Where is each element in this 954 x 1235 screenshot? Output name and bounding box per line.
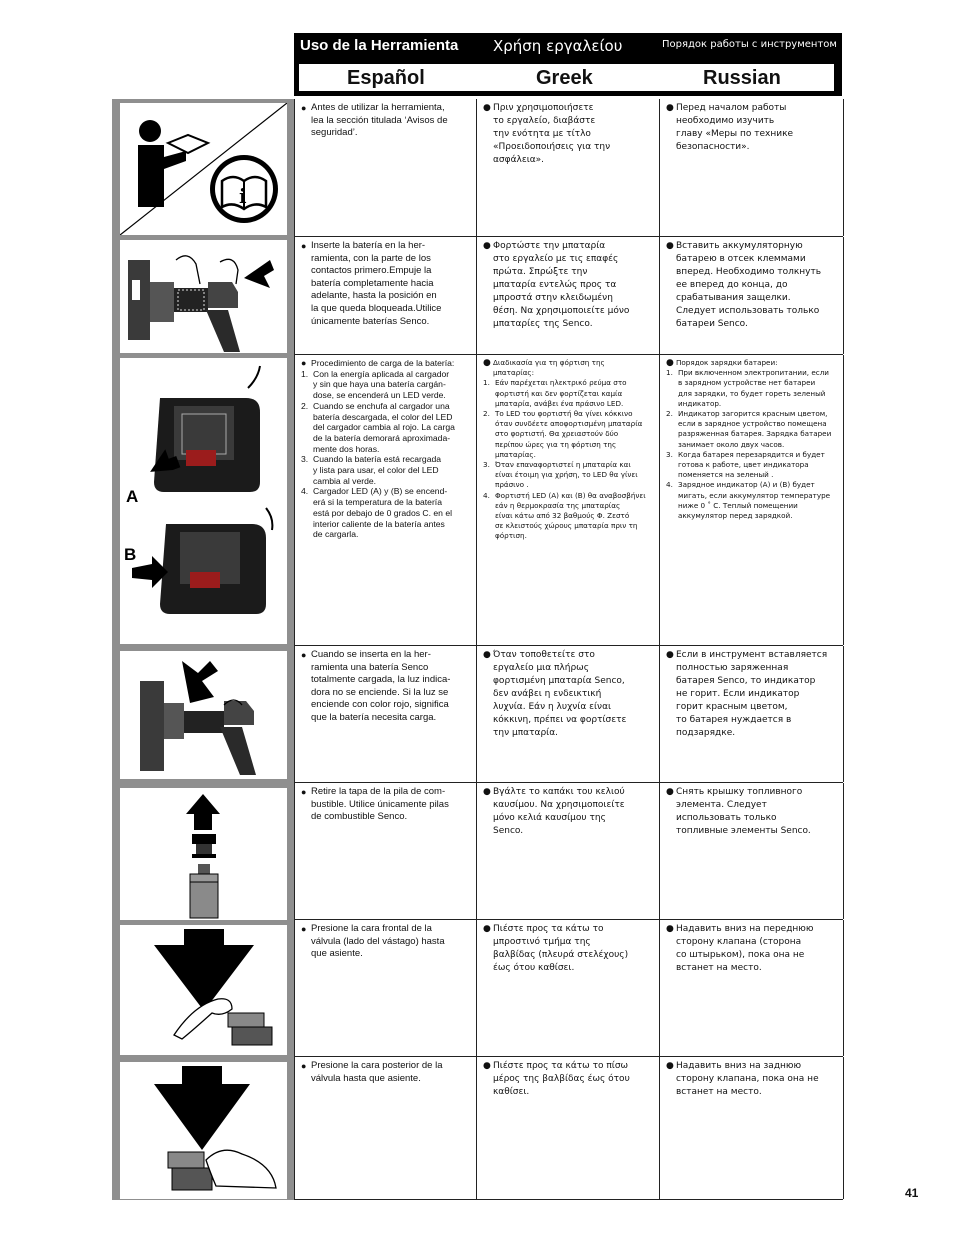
text-russian: Если в инструмент вставляется полностью заряженная батарея Senco, то индикатор не горит. Если индикатор горит красным цветом, то батарея нуждается в подзарядке.	[676, 650, 828, 738]
cell-russian: ● Вставить аккумуляторную батарею в отсек клеммами вперед. Необходимо толкнуть ее вперед до конца, до срабатывания защелки. Следует использовать только батареи Senco.	[660, 237, 844, 354]
title-spanish: Uso de la Herramienta	[300, 37, 459, 54]
battery-indicator-illustration	[120, 651, 287, 779]
title-greek: Χρήση εργαλείου	[493, 37, 623, 55]
press-down-arrow-icon	[120, 925, 287, 1055]
cell-spanish: ● Cuando se inserta en la her- ramienta una batería Senco totalmente cargada, la luz indica- dora no se enciende. Si la luz se enciende con color rojo, significa que la batería necesita carga.	[295, 646, 477, 782]
cell-russian: ● Снять крышку топливного элемента. Следует использовать только топливные элементы Senco.	[660, 783, 844, 919]
title-russian: Порядок работы с инструментом	[662, 39, 837, 50]
cell-greek: ● Διαδικασία για τη φόρτιση της μπαταρίας: 1. Εάν παρέχεται ηλεκτρικό ρεύμα στο φορτιστή και δεν φορτίζεται καμία μπαταρία, ανάβει ένα πράσινο LED. 2. Το LED του φορτιστή θα γίνει κόκκινο όταν συνδέετε αποφορτισμένη μπαταρία στο φορτιστή. Θα χρειαστούν δύο περίπου ώρες για τη φόρτιση της μπαταρίας. 3. Όταν επαναφορτιστεί η μπαταρία και είναι έτοιμη για χρήση, το LED θα γίνει πράσινο . 4. Φορτιστή LED (A) και (B) θα αναβοσβήνει εάν η θερμοκρασία της μπαταρίας είναι κάτω από 32 βαθμούς Φ. Ζεστό σε κλειστούς χώρους μπαταρία πριν τη φόρτιση.	[477, 355, 660, 645]
read-manual-illustration	[120, 103, 287, 235]
cell-spanish: ● Presione la cara posterior de la válvula hasta que asiente.	[295, 1057, 477, 1199]
cell-spanish: ● Retire la tapa de la pila de com- bustible. Utilice únicamente pilas de combustible Senco.	[295, 783, 477, 919]
fuel-cell-illustration	[120, 788, 287, 920]
steps-list	[666, 368, 840, 521]
language-russian: Russian	[703, 67, 781, 89]
text-greek: Πιέστε προς τα κάτω το πίσω μέρος της βαλβίδας έως ότου καθίσει.	[493, 1061, 630, 1097]
list-item: 4. Φορτιστή LED (A) και (B) θα αναβοσβήνει εάν η θερμοκρασία της μπαταρίας είναι κάτω από 32 βαθμούς Φ. Ζεστό σε κλειστούς χώρους μπαταρία πριν τη φόρτιση.	[483, 490, 646, 541]
header-bar	[294, 33, 842, 96]
cell-greek: ● Πριν χρησιμοποιήσετε το εργαλείο, διαβάστε την ενότητα με τίτλο «Προειδοποιήσεις για την ασφάλεια».	[477, 99, 660, 236]
cell-russian: ● Если в инструмент вставляется полностью заряженная батарея Senco, то индикатор не горит. Если индикатор горит красным цветом, то батарея нуждается в подзарядке.	[660, 646, 844, 782]
text-spanish: Retire la tapa de la pila de com- bustible. Utilice únicamente pilas de combustible Senco.	[311, 786, 449, 823]
cell-greek: ● Όταν τοποθετείτε στο εργαλείο μια πλήρως φορτισμένη μπαταρία Senco, δεν ανάβει η ενδεικτική λυχνία. Εάν η λυχνία είναι κόκκινη, πρέπει να φορτίσετε την μπαταρία.	[477, 646, 660, 782]
table-row	[295, 99, 843, 237]
text-spanish: Inserte la batería en la her- ramienta, con la parte de los contactos primero.Empuje la batería completamente hacia adelante, hasta la posición en la que queda bloqueada.Utilice únicamente baterías Senco.	[311, 240, 442, 327]
label-a: A	[126, 487, 139, 506]
list-item: 4. Cargador LED (A) y (B) se encend- erá si la temperatura de la batería está por debajo de 0 grados C. en el interior caliente de la batería antes de cargarla.	[301, 486, 453, 540]
steps-intro: Διαδικασία για τη φόρτιση της μπαταρίας:	[493, 358, 605, 378]
cell-greek: ● Βγάλτε το καπάκι του κελιού καυσίμου. Να χρησιμοποιείτε μόνο κελιά καυσίμου της Senco.	[477, 783, 660, 919]
table-row	[295, 646, 843, 783]
read-manual-icon	[120, 103, 287, 235]
insert-battery-illustration	[120, 240, 287, 353]
steps-intro: Procedimiento de carga de la batería:	[311, 358, 455, 368]
table-row	[295, 1057, 843, 1200]
text-russian: Надавить вниз на переднюю сторону клапана (сторона со штырьком), пока она не встанет на место.	[676, 924, 814, 973]
list-item: 3. Όταν επαναφορτιστεί η μπαταρία και είναι έτοιμη για χρήση, το LED θα γίνει πράσινο .	[483, 460, 638, 490]
press-valve-back-illustration	[120, 1062, 287, 1199]
steps-intro: Порядок зарядки батареи:	[676, 358, 778, 367]
steps-list	[483, 378, 656, 541]
charger-illustration	[120, 358, 287, 644]
list-item: 2. Cuando se enchufa al cargador una batería descargada, el color del LED del cargador cambia al rojo. La carga de la batería demorará aproximada- mente dos horas.	[301, 400, 455, 454]
text-russian: Перед началом работы необходимо изучить главу «Меры по технике безопасности».	[676, 103, 794, 152]
cell-spanish: ● Presione la cara frontal de la válvula (lado del vástago) hasta que asiente.	[295, 920, 477, 1056]
list-item: 1. Con la energía aplicada al cargador y sin que haya una batería cargán- dose, se encenderá un LED verde.	[301, 368, 450, 401]
cell-greek: ● Πιέστε προς τα κάτω το πίσω μέρος της βαλβίδας έως ότου καθίσει.	[477, 1057, 660, 1199]
cell-russian: ● Надавить вниз на заднюю сторону клапана, пока она не встанет на место.	[660, 1057, 844, 1199]
list-item: 3. Cuando la batería está recargada y lista para usar, el color del LED cambia al verde.	[301, 454, 442, 486]
text-russian: Надавить вниз на заднюю сторону клапана, пока она не встанет на место.	[676, 1061, 819, 1097]
language-spanish: Español	[347, 67, 425, 89]
list-item: 1. Εάν παρέχεται ηλεκτρικό ρεύμα στο φορτιστή και δεν φορτίζεται καμία μπαταρία, ανάβει ένα πράσινο LED.	[483, 378, 627, 408]
label-b: B	[124, 545, 137, 564]
list-item: 3. Когда батарея перезарядится и будет готова к работе, цвет индикатора поменяется на зеленый .	[666, 449, 825, 480]
cell-russian: ● Порядок зарядки батареи: 1. При включенном электропитании, если в зарядном устройстве нет батареи для зарядки, то будет гореть зеленый индикатор. 2. Индикатор загорится красным цветом, если в зарядное устройство помещена разряженная батарея. Зарядка батареи занимает около двух часов. 3. Когда батарея перезарядится и будет готова к работе, цвет индикатора поменяется на зеленый . 4. Зарядное индикатор (A) и (B) будет мигать, если аккумулятор температуре ниже 0 ˚ C. Теплый помещении аккумулятор перед зарядкой.	[660, 355, 844, 645]
table-row	[295, 355, 843, 646]
text-spanish: Presione la cara frontal de la válvula (lado del vástago) hasta que asiente.	[311, 923, 445, 960]
language-greek: Greek	[536, 67, 593, 89]
text-russian: Снять крышку топливного элемента. Следует использовать только топливные элементы Senco.	[676, 787, 811, 836]
page-number: 41	[905, 1186, 919, 1200]
instruction-table	[294, 99, 843, 1200]
battery-insert-icon	[120, 240, 287, 353]
text-greek: Φορτώστε την μπαταρία στο εργαλείο με τις επαφές πρώτα. Σπρώξτε την μπαταρία εντελώς προς τα μπροστά στην κλειδωμένη θέση. Να χρησιμοποιείτε μόνο μπαταρίες της Senco.	[493, 241, 630, 329]
text-spanish: Presione la cara posterior de la válvula hasta que asiente.	[311, 1060, 443, 1084]
cell-spanish: ● Procedimiento de carga de la batería: 1. Con la energía aplicada al cargador y sin que haya una batería cargán- dose, se encenderá un LED verde. 2. Cuando se enchufa al cargador una batería descargada, el color del LED del cargador cambia al rojo. La carga de la batería demorará aproximada- mente dos horas. 3. Cuando la batería está recargada y lista para usar, el color del LED cambia al verde. 4. Cargador LED (A) y (B) se encend- erá si la temperatura de la batería está por debajo de 0 grados C. en el interior caliente de la batería antes de cargarla.	[295, 355, 477, 645]
press-down-arrow-icon	[120, 1062, 287, 1199]
language-row	[299, 64, 834, 91]
cell-russian: ● Перед началом работы необходимо изучить главу «Меры по технике безопасности».	[660, 99, 844, 236]
list-item: 4. Зарядное индикатор (A) и (B) будет мигать, если аккумулятор температуре ниже 0 ˚ C. Теплый помещении аккумулятор перед зарядкой.	[666, 480, 831, 521]
tool-battery-icon	[120, 651, 287, 779]
list-item: 2. Индикатор загорится красным цветом, если в зарядное устройство помещена разряженная батарея. Зарядка батареи занимает около двух часов.	[666, 409, 832, 449]
fuel-cell-icon	[120, 788, 287, 920]
cell-spanish: ● Antes de utilizar la herramienta, lea la sección titulada ‘Avisos de seguridad’.	[295, 99, 477, 236]
text-greek: Πριν χρησιμοποιήσετε το εργαλείο, διαβάστε την ενότητα με τίτλο «Προειδοποιήσεις για την ασφάλεια».	[493, 103, 611, 165]
cell-russian: ● Надавить вниз на переднюю сторону клапана (сторона со штырьком), пока она не встанет на место.	[660, 920, 844, 1056]
table-row	[295, 783, 843, 920]
charger-icon	[120, 358, 287, 644]
text-greek: Βγάλτε το καπάκι του κελιού καυσίμου. Να χρησιμοποιείτε μόνο κελιά καυσίμου της Senco.	[493, 787, 625, 836]
steps-list	[301, 369, 473, 540]
svg-text:i: i	[239, 184, 247, 208]
cell-greek: ● Πιέστε προς τα κάτω το μπροστινό τμήμα της βαλβίδας (πλευρά στελέχους) έως ότου καθίσει.	[477, 920, 660, 1056]
list-item: 2. Το LED του φορτιστή θα γίνει κόκκινο όταν συνδέετε αποφορτισμένη μπαταρία στο φορτιστή. Θα χρειαστούν δύο περίπου ώρες για τη φόρτιση της μπαταρίας.	[483, 409, 643, 459]
press-valve-front-illustration	[120, 925, 287, 1055]
table-row	[295, 920, 843, 1057]
text-russian: Вставить аккумуляторную батарею в отсек клеммами вперед. Необходимо толкнуть ее вперед до конца, до срабатывания защелки. Следует использовать только батареи Senco.	[676, 241, 822, 329]
text-spanish: Antes de utilizar la herramienta, lea la sección titulada ‘Avisos de seguridad’.	[311, 102, 448, 139]
cell-spanish: ● Inserte la batería en la her- ramienta, con la parte de los contactos primero.Empuje la batería completamente hacia adelante, hasta la posición en la que queda bloqueada.Utilice únicamente baterías Senco.	[295, 237, 477, 354]
text-greek: Πιέστε προς τα κάτω το μπροστινό τμήμα της βαλβίδας (πλευρά στελέχους) έως ότου καθίσει.	[493, 924, 629, 973]
text-spanish: Cuando se inserta en la her- ramienta una batería Senco totalmente cargada, la luz indica- dora no se enciende. Si la luz se enciende con color rojo, significa que la batería necesita carga.	[311, 649, 451, 723]
cell-greek: ● Φορτώστε την μπαταρία στο εργαλείο με τις επαφές πρώτα. Σπρώξτε την μπαταρία εντελώς προς τα μπροστά στην κλειδωμένη θέση. Να χρησιμοποιείτε μόνο μπαταρίες της Senco.	[477, 237, 660, 354]
list-item: 1. При включенном электропитании, если в зарядном устройстве нет батареи для зарядки, то будет гореть зеленый индикатор.	[666, 368, 829, 408]
text-greek: Όταν τοποθετείτε στο εργαλείο μια πλήρως φορτισμένη μπαταρία Senco, δεν ανάβει η ενδεικτική λυχνία. Εάν η λυχνία είναι κόκκινη, πρέπει να φορτίσετε την μπαταρία.	[493, 650, 627, 738]
table-row	[295, 237, 843, 355]
